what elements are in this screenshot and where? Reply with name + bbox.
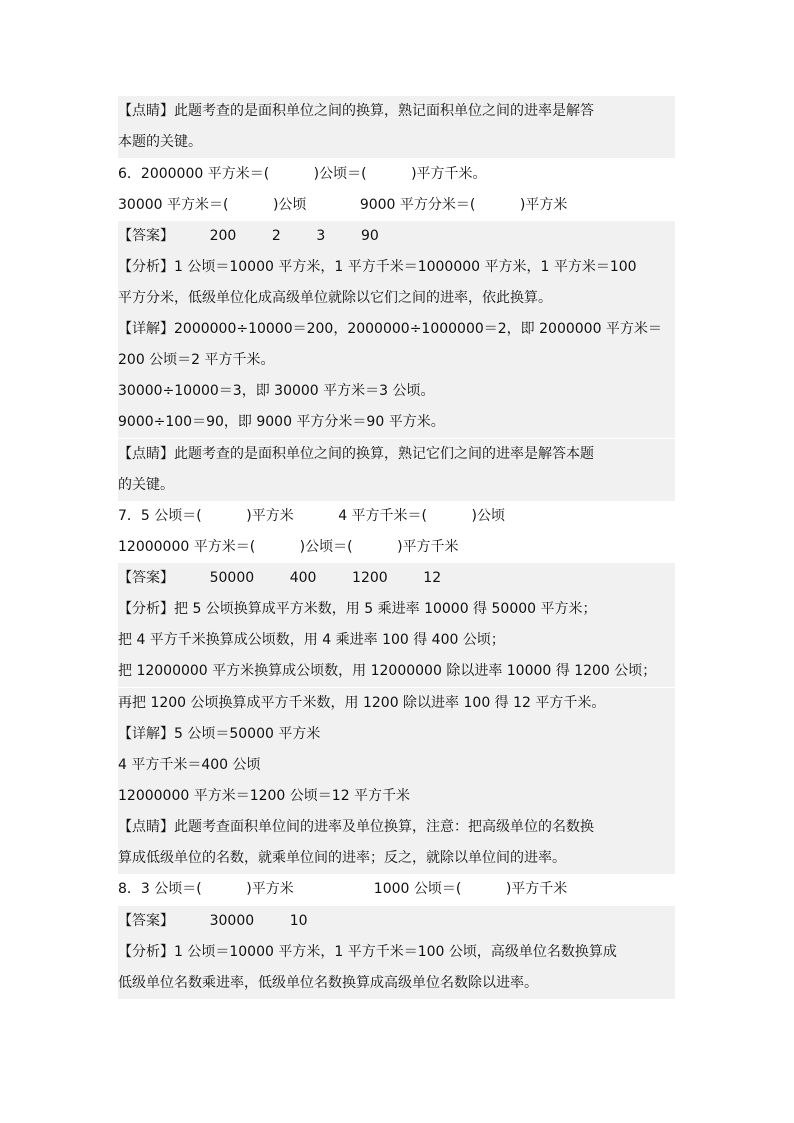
text-line-29: 低级单位名数乘进率，低级单位名数换算成高级单位名数除以进率。: [118, 968, 675, 999]
text-line-20: 再把 1200 公顷换算成平方千米数，用 1200 除以进率 100 得 12 平方千米。: [118, 688, 675, 719]
text-line-03: 6．2000000 平方米＝( )公顷＝( )平方千米。: [118, 166, 487, 182]
text-line-06: 【分析】1 公顷＝10000 平方米，1 平方千米＝1000000 平方米，1 平方米＝100: [118, 252, 675, 283]
text-line-07: 平方分米，低级单位化成高级单位就除以它们之间的进率，依此换算。: [118, 283, 675, 314]
text-line-09: 200 公顷＝2 平方千米。: [118, 345, 675, 376]
text-line-21: 【详解】5 公顷＝50000 平方米: [118, 719, 675, 750]
text-line-17: 【分析】把 5 公顷换算成平方米数，用 5 乘进率 10000 得 50000 平方米；: [118, 594, 675, 625]
text-line-27: 【答案】 30000 10: [118, 906, 675, 937]
text-line-23: 12000000 平方米＝1200 公顷＝12 平方千米: [118, 781, 675, 812]
text-line-25: 算成低级单位的名数，就乘单位间的进率；反之，就除以单位间的进率。: [118, 843, 675, 874]
text-line-19: 把 12000000 平方米换算成公顷数，用 12000000 除以进率 10000 得 1200 公顷；: [118, 656, 675, 687]
text-line-28: 【分析】1 公顷＝10000 平方米，1 平方千米＝100 公顷，高级单位名数换算成: [118, 937, 675, 968]
text-line-16: 【答案】 50000 400 1200 12: [118, 563, 675, 594]
text-line-13: 的关键。: [118, 470, 675, 501]
text-line-12: 【点睛】此题考查的是面积单位之间的换算，熟记它们之间的进率是解答本题: [118, 439, 675, 470]
text-line-10: 30000÷10000＝3，即 30000 平方米＝3 公顷。: [118, 376, 675, 407]
text-line-04: 30000 平方米＝( )公顷 9000 平方分米＝( )平方米: [118, 197, 568, 213]
text-line-14: 7．5 公顷＝( )平方米 4 平方千米＝( )公顷: [118, 508, 505, 524]
text-line-15: 12000000 平方米＝( )公顷＝( )平方千米: [118, 539, 459, 555]
text-line-18: 把 4 平方千米换算成公顷数，用 4 乘进率 100 得 400 公顷；: [118, 625, 675, 656]
text-line-26: 8．3 公顷＝( )平方米 1000 公顷＝( )平方千米: [118, 881, 568, 897]
text-line-22: 4 平方千米＝400 公顷: [118, 750, 675, 781]
text-line-08: 【详解】2000000÷10000＝200，2000000÷1000000＝2，即 2000000 平方米＝: [118, 314, 675, 345]
text-line-11: 9000÷100＝90，即 9000 平方分米＝90 平方米。: [118, 407, 675, 438]
text-line-01: 【点睛】此题考查的是面积单位之间的换算，熟记面积单位之间的进率是解答: [118, 96, 675, 127]
text-line-24: 【点睛】此题考查面积单位间的进率及单位换算，注意：把高级单位的名数换: [118, 812, 675, 843]
text-line-02: 本题的关键。: [118, 127, 675, 158]
text-line-05: 【答案】 200 2 3 90: [118, 221, 675, 252]
